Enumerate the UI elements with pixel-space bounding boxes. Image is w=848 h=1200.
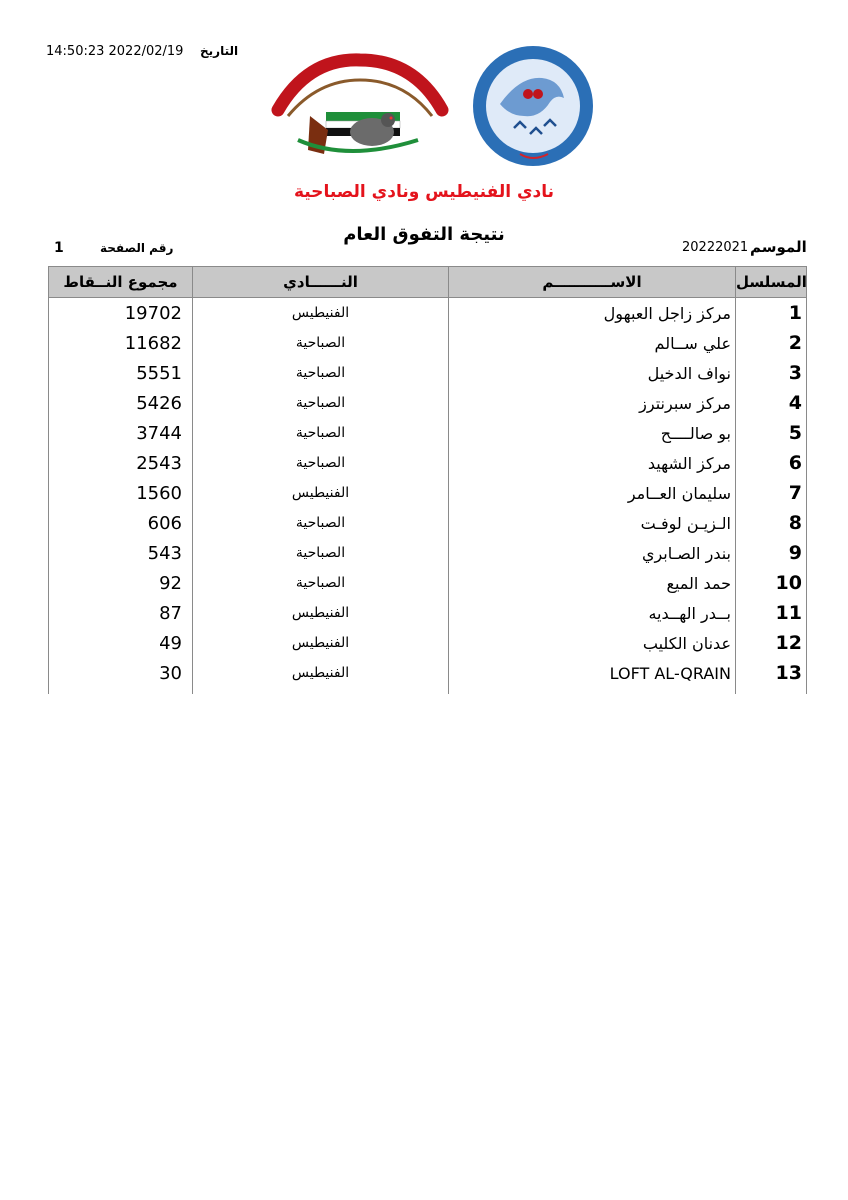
club-cell: الفنيطيس <box>193 628 449 658</box>
rank-cell: 11 <box>736 598 807 628</box>
filler-cell <box>449 688 736 694</box>
rank-cell: 13 <box>736 658 807 688</box>
page-number-label: رقم الصفحة <box>100 241 174 255</box>
report-title: نتيجة التفوق العام <box>343 224 505 245</box>
points-cell: 87 <box>49 598 193 628</box>
name-cell: مركز سبرنترز <box>449 388 736 418</box>
name-cell: الـزيـن لوفـت <box>449 508 736 538</box>
points-cell: 5551 <box>49 358 193 388</box>
points-cell: 49 <box>49 628 193 658</box>
filler-cell <box>736 688 807 694</box>
club-cell: الصباحية <box>193 358 449 388</box>
points-cell: 5426 <box>49 388 193 418</box>
name-cell: حمد الميع <box>449 568 736 598</box>
points-cell: 543 <box>49 538 193 568</box>
table-row <box>49 388 807 418</box>
rank-cell: 8 <box>736 508 807 538</box>
club-cell: الفنيطيس <box>193 478 449 508</box>
rank-cell: 5 <box>736 418 807 448</box>
season-value: 20222021 <box>682 240 749 255</box>
points-cell: 2543 <box>49 448 193 478</box>
table-row <box>49 628 807 658</box>
rank-cell: 1 <box>736 298 807 329</box>
table-row <box>49 538 807 568</box>
name-cell: نواف الدخيل <box>449 358 736 388</box>
points-cell: 3744 <box>49 418 193 448</box>
table-filler-row <box>49 688 807 694</box>
header-club: النــــــادي <box>193 267 449 298</box>
header-points: مجموع النــقاط <box>49 267 193 298</box>
club-cell: الصباحية <box>193 448 449 478</box>
header-rank: المسلسل <box>736 267 807 298</box>
table-row <box>49 658 807 688</box>
table-row <box>49 508 807 538</box>
table-row <box>49 478 807 508</box>
rank-cell: 2 <box>736 328 807 358</box>
name-cell: مركز الشهيد <box>449 448 736 478</box>
table-row <box>49 358 807 388</box>
rank-cell: 7 <box>736 478 807 508</box>
name-cell: بو صالــــح <box>449 418 736 448</box>
club-cell: الصباحية <box>193 508 449 538</box>
rank-cell: 6 <box>736 448 807 478</box>
filler-cell <box>193 688 449 694</box>
report-date: 14:50:23 2022/02/19 <box>46 44 184 59</box>
club-cell: الصباحية <box>193 388 449 418</box>
points-cell: 11682 <box>49 328 193 358</box>
name-cell: LOFT AL-QRAIN <box>449 658 736 688</box>
table-row <box>49 298 807 329</box>
season-label: الموسم <box>750 238 807 256</box>
name-cell: بندر الصـابري <box>449 538 736 568</box>
table-row <box>49 448 807 478</box>
name-cell: بــدر الهــديه <box>449 598 736 628</box>
results-table <box>48 266 807 694</box>
date-label: التاريخ <box>200 44 239 58</box>
rank-cell: 10 <box>736 568 807 598</box>
table-row <box>49 418 807 448</box>
filler-cell <box>49 688 193 694</box>
table-header-row <box>49 267 807 298</box>
points-cell: 19702 <box>49 298 193 329</box>
name-cell: علي ســالم <box>449 328 736 358</box>
club-cell: الصباحية <box>193 418 449 448</box>
club-cell: الفنيطيس <box>193 298 449 329</box>
name-cell: عدنان الكليب <box>449 628 736 658</box>
table-row <box>49 598 807 628</box>
club-cell: الصباحية <box>193 568 449 598</box>
points-cell: 1560 <box>49 478 193 508</box>
page-number: 1 <box>54 240 64 256</box>
rank-cell: 3 <box>736 358 807 388</box>
rank-cell: 4 <box>736 388 807 418</box>
federation-logo <box>470 42 596 170</box>
club-cell: الصباحية <box>193 538 449 568</box>
club-logo <box>268 50 450 160</box>
name-cell: مركز زاجل العبهول <box>449 298 736 329</box>
header-name: الاســـــــــــم <box>449 267 736 298</box>
points-cell: 30 <box>49 658 193 688</box>
clubs-subtitle: نادي الفنيطيس ونادي الصباحية <box>293 182 555 202</box>
points-cell: 606 <box>49 508 193 538</box>
points-cell: 92 <box>49 568 193 598</box>
club-cell: الصباحية <box>193 328 449 358</box>
table-row <box>49 328 807 358</box>
club-cell: الفنيطيس <box>193 658 449 688</box>
name-cell: سليمان العــامر <box>449 478 736 508</box>
rank-cell: 12 <box>736 628 807 658</box>
rank-cell: 9 <box>736 538 807 568</box>
table-row <box>49 568 807 598</box>
club-cell: الفنيطيس <box>193 598 449 628</box>
